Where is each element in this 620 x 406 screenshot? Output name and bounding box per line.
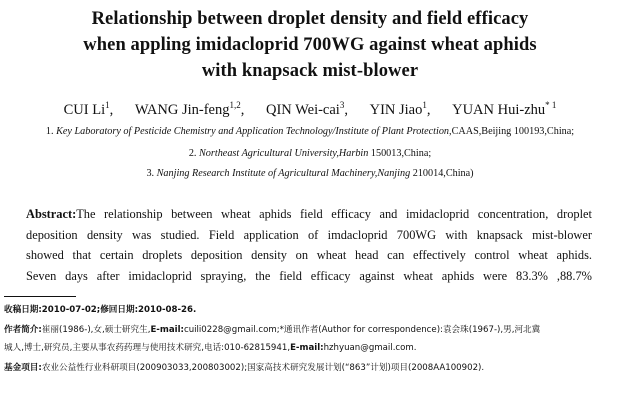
affiliation-1: 1. Key Laboratory of Pesticide Chemistry and Application Technology/Institute of Plant Protection,CAAS,Beijing 100193,China; (45, 126, 575, 137)
footnote-received: 收稿日期:2010-07-02;修回日期:2010-08-26. (4, 305, 197, 315)
footnote-author-info: 作者简介:崔丽(1986-),女,硕士研究生,E-mail:cuili0228@gmail.com;*通讯作者(Author for correspondence):袁会珠(1967-),男,河北冀 (4, 325, 541, 335)
footnote-divider (4, 296, 76, 297)
abstract-line-4: Seven days after imidacloprid spraying, the field efficacy against wheat aphids were 83.3% ,88.7% (26, 268, 592, 283)
paper-title (0, 6, 620, 84)
title-line-2: when appling imidacloprid 700WG against wheat aphids (83, 35, 537, 55)
abstract-line-3: showed that certain droplets deposition density on wheat head can effectively control wheat aphids. (26, 248, 592, 262)
footnote-funding: 基金项目:农业公益性行业科研项目(200903033,200803002);国家高技术研究发展计划(“863”计划)项目(2008AA100902). (4, 363, 485, 373)
footnote-author-info-cont: 城人,博士,研究员,主要从事农药药理与使用技术研究,电话:010-62815941,E-mail:hzhyuan@gmail.com. (4, 343, 417, 353)
author-1: CUI Li$^1$, (63, 100, 114, 118)
abstract (26, 204, 592, 286)
affiliation-3: 3. Nanjing Research Institute of Agricultural Machinery,Nanjing 210014,China) (146, 168, 474, 179)
abstract-line-2: deposition density was studied. Field application of imdacloprid 700WG with knapsack mist-blower (26, 227, 592, 242)
author-list (0, 100, 620, 119)
author-2: WANG Jin-feng$^{1,2}$, (134, 100, 245, 118)
affiliation-2: 2. Northeast Agricultural University,Harbin 150013,China; (188, 148, 432, 159)
title-line-3: with knapsack mist-blower (201, 61, 419, 81)
abstract-line-1: Abstract:The relationship between wheat aphids field efficacy and imidacloprid concentration, droplet (26, 207, 592, 221)
abstract-label: Abstract: (26, 207, 77, 221)
author-3: QIN Wei-cai$^3$, (265, 100, 348, 118)
author-5: YUAN Hui-zhu$^{* 1}$ (452, 100, 557, 118)
title-line-1: Relationship between droplet density and field efficacy (91, 9, 529, 29)
author-4: YIN Jiao$^1$, (369, 100, 431, 118)
